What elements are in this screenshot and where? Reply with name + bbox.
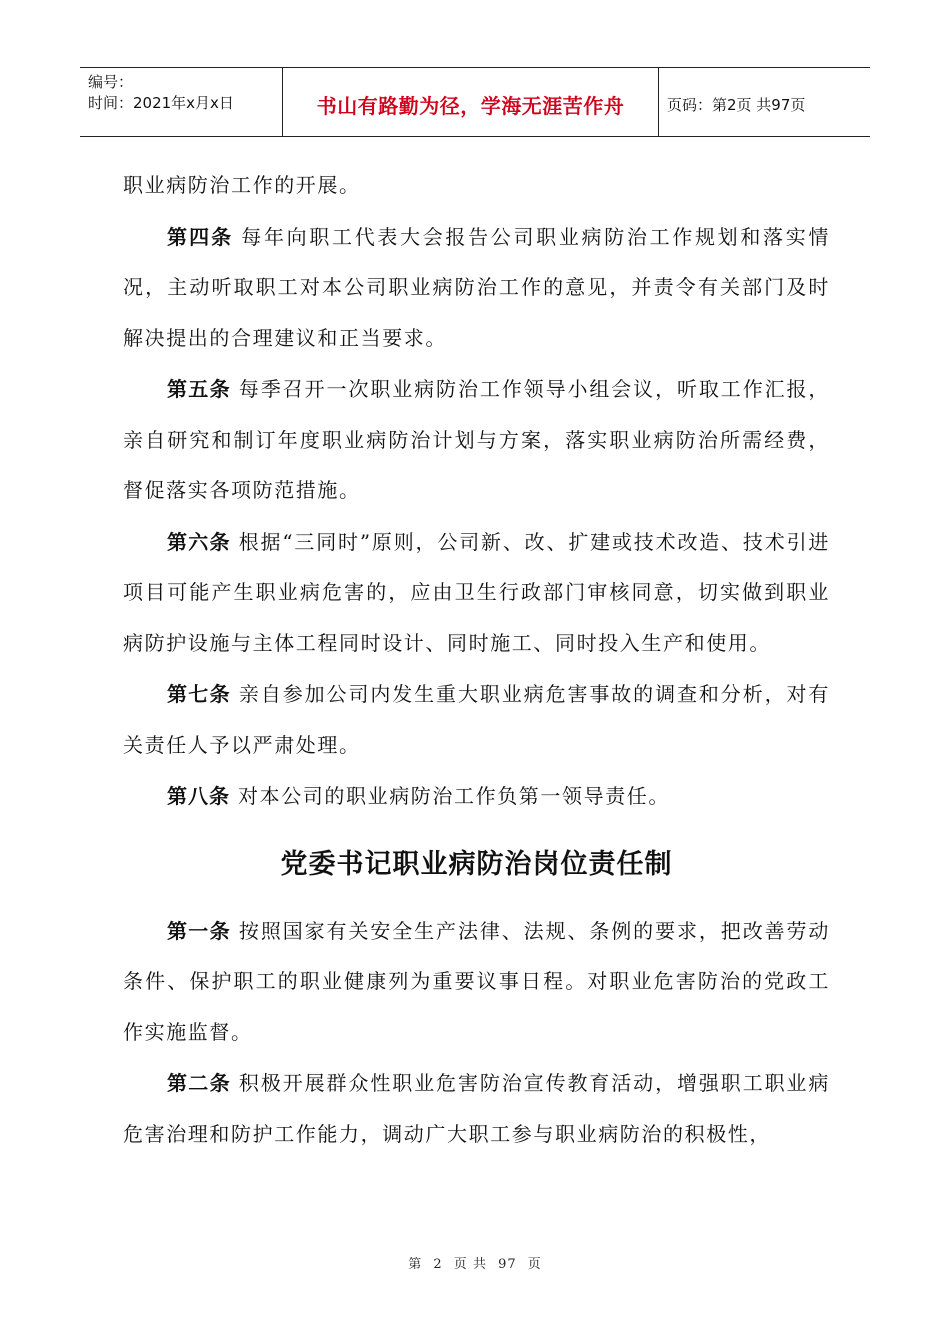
article-text: 对本公司的职业病防治工作负第一领导责任。 bbox=[238, 784, 670, 808]
header-page-info: 页码：第2页 共97页 bbox=[667, 95, 806, 114]
footer-middle: 页 共 bbox=[453, 1257, 487, 1272]
article-text: 积极开展群众性职业危害防治宣传教育活动，增强职工职业病危害治理和防护工作能力，调动广大职工参与职业病防治的积极性， bbox=[123, 1071, 831, 1146]
article-text: 按照国家有关安全生产法律、法规、条例的要求，把改善劳动条件、保护职工的职业健康列为重要议事日程。对职业危害防治的党政工作实施监督。 bbox=[123, 918, 831, 1044]
article-number: 第一条 bbox=[167, 918, 231, 943]
header-meta bbox=[80, 68, 283, 136]
document-number: 编号： bbox=[88, 73, 134, 91]
document-body bbox=[123, 160, 830, 1160]
article-paragraph bbox=[123, 1058, 830, 1159]
article-number: 第五条 bbox=[167, 377, 231, 401]
article-number: 第八条 bbox=[167, 784, 230, 808]
paragraph-text: 职业病防治工作的开展。 bbox=[123, 173, 361, 197]
article-paragraph bbox=[123, 906, 830, 1058]
article-text: 亲自参加公司内发生重大职业病危害事故的调查和分析，对有关责任人予以严肃处理。 bbox=[123, 682, 831, 757]
footer-suffix: 页 bbox=[527, 1257, 542, 1272]
article-text: 根据“三同时”原则，公司新、改、扩建或技术改造、技术引进项目可能产生职业病危害的，应由卫生行政部门审核同意，切实做到职业病防护设施与主体工程同时设计、同时施工、同时投入生产和使用。 bbox=[123, 529, 831, 655]
article-number: 第六条 bbox=[167, 529, 231, 554]
article-number: 第七条 bbox=[167, 682, 231, 706]
page-footer bbox=[0, 1253, 950, 1272]
article-paragraph bbox=[123, 212, 830, 364]
page-header bbox=[80, 67, 870, 137]
article-number: 第二条 bbox=[167, 1071, 231, 1095]
article-text: 每年向职工代表大会报告公司职业病防治工作规划和落实情况，主动听取职工对本公司职业病防治工作的意见，并责令有关部门及时解决提出的合理建议和正当要求。 bbox=[123, 224, 830, 350]
article-paragraph bbox=[123, 517, 830, 669]
article-paragraph bbox=[123, 364, 830, 516]
article-text: 每季召开一次职业病防治工作领导小组会议，听取工作汇报，亲自研究和制订年度职业病防治计划与方案，落实职业病防治所需经费，督促落实各项防范措施。 bbox=[123, 377, 831, 502]
paragraph bbox=[123, 160, 830, 211]
footer-prefix: 第 bbox=[408, 1257, 423, 1272]
section-title: 党委书记职业病防治岗位责任制 bbox=[280, 848, 673, 880]
article-paragraph bbox=[123, 669, 830, 770]
footer-page-number: 2 bbox=[433, 1257, 443, 1272]
document-date: 时间：2021年x月x日 bbox=[88, 94, 234, 112]
footer-total-pages: 97 bbox=[498, 1257, 517, 1272]
article-paragraph bbox=[123, 771, 830, 822]
header-motto: 书山有路勤为径，学海无涯苦作舟 bbox=[283, 68, 659, 136]
article-number: 第四条 bbox=[167, 224, 234, 249]
